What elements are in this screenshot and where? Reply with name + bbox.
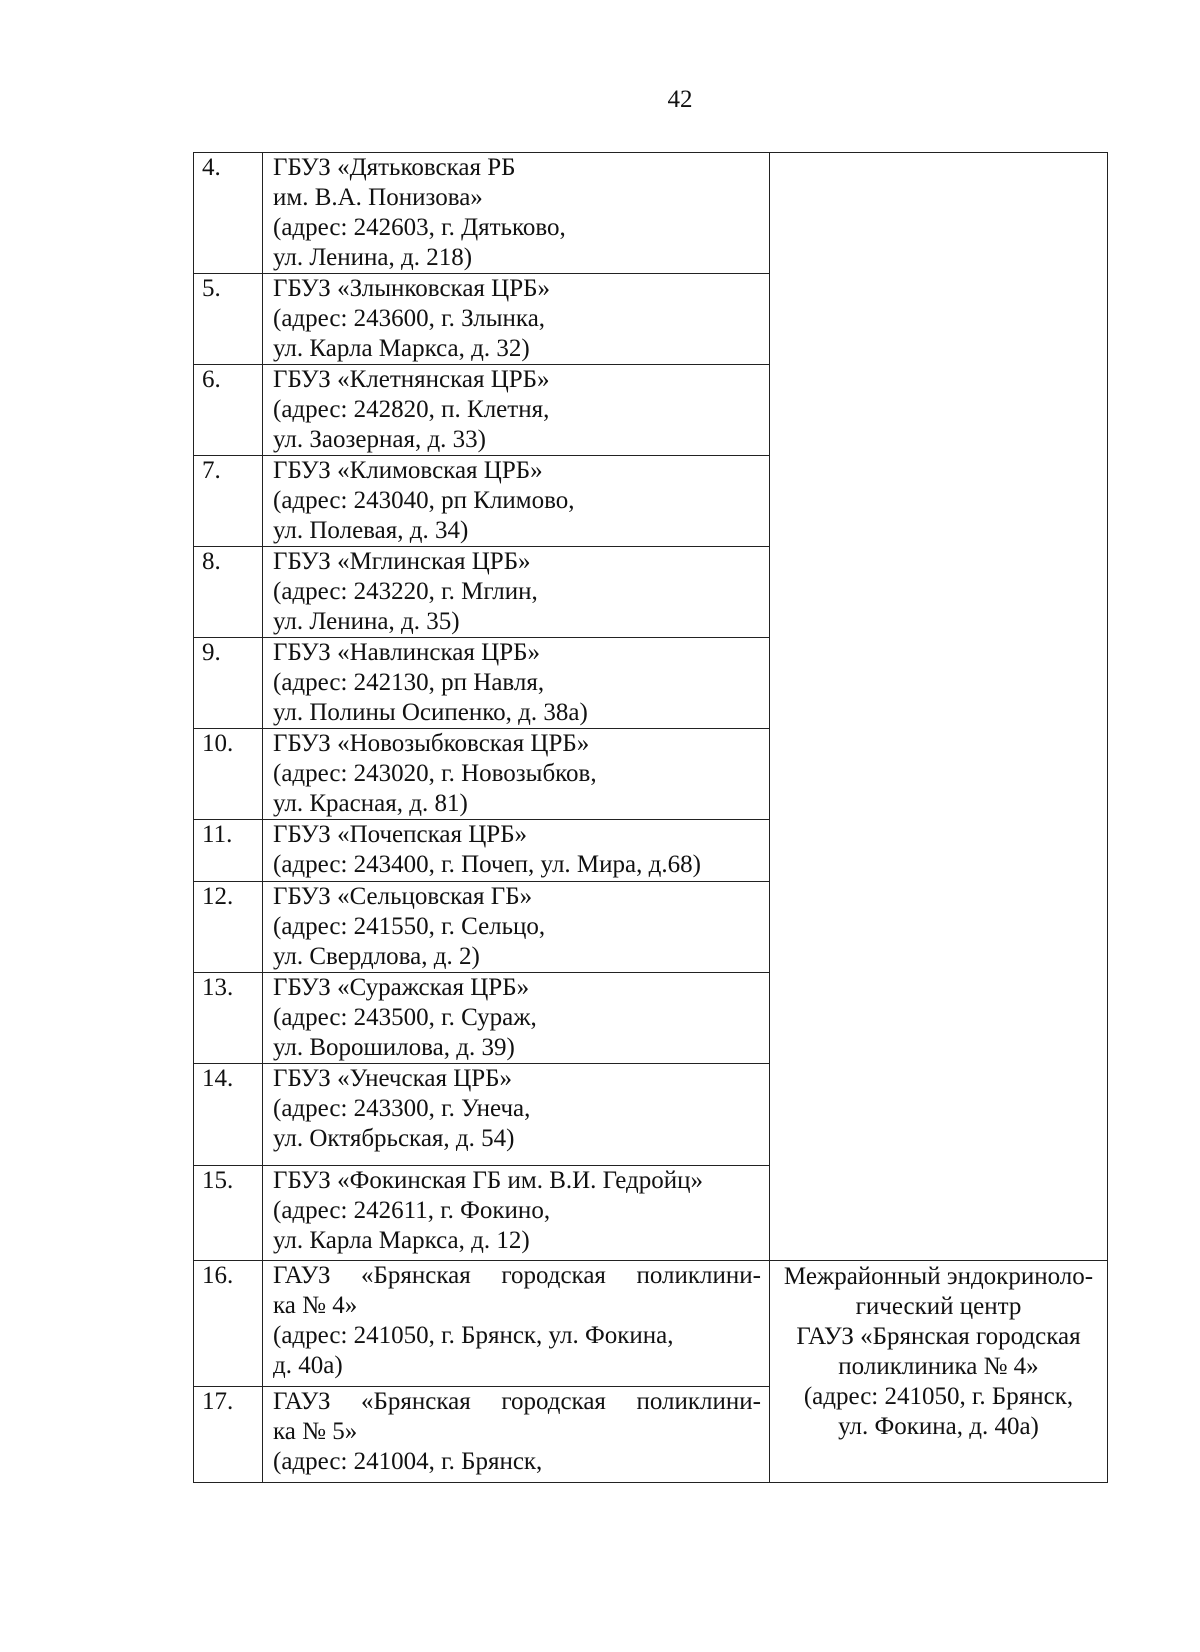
table-row	[194, 153, 1108, 274]
row-number: 13.	[194, 973, 263, 1064]
organization-cell	[263, 820, 770, 882]
organization-line: ка № 4»	[273, 1292, 358, 1319]
organization-line: (адрес: 241004, г. Брянск,	[273, 1448, 543, 1475]
organization-cell	[263, 729, 770, 820]
organization-line: (адрес: 241050, г. Брянск, ул. Фокина,	[273, 1322, 674, 1349]
organization-cell	[263, 1166, 770, 1261]
organization-cell	[263, 547, 770, 638]
center-line: гический центр	[855, 1292, 1022, 1320]
organization-line: ГБУЗ «Унечская ЦРБ»	[273, 1065, 513, 1092]
empty-center-cell	[770, 153, 1108, 1261]
organization-line: ГБУЗ «Мглинская ЦРБ»	[273, 548, 531, 575]
row-number: 7.	[194, 456, 263, 547]
organization-line: ул. Октябрьская, д. 54)	[273, 1125, 515, 1152]
organization-cell	[263, 638, 770, 729]
row-number: 12.	[194, 882, 263, 973]
row-number: 5.	[194, 274, 263, 365]
organization-cell	[263, 882, 770, 973]
organization-line: ГБУЗ «Новозыбковская ЦРБ»	[273, 730, 590, 757]
organization-line: ул. Ворошилова, д. 39)	[273, 1034, 515, 1061]
organizations-table	[193, 152, 1108, 1483]
organization-cell	[263, 1387, 770, 1483]
row-number: 8.	[194, 547, 263, 638]
row-number: 9.	[194, 638, 263, 729]
organization-line: ГБУЗ «Дятьковская РБ	[273, 154, 516, 181]
organization-line: ул. Полевая, д. 34)	[273, 517, 469, 544]
page-number: 42	[667, 86, 693, 113]
organization-line: (адрес: 242603, г. Дятьково,	[273, 214, 566, 241]
organization-line: ул. Заозерная, д. 33)	[273, 426, 486, 453]
row-number: 14.	[194, 1064, 263, 1166]
organization-line: (адрес: 243220, г. Мглин,	[273, 578, 538, 605]
organization-cell	[263, 274, 770, 365]
organization-line: ул. Ленина, д. 35)	[273, 608, 460, 635]
center-line: (адрес: 241050, г. Брянск,	[803, 1382, 1074, 1410]
organization-line: ГБУЗ «Почепская ЦРБ»	[273, 821, 528, 848]
organization-line: (адрес: 243600, г. Злынка,	[273, 305, 546, 332]
center-line: Межрайонный эндокриноло-	[783, 1262, 1094, 1290]
organization-line: ГАУЗ «Брянская городская поликлини-	[273, 1262, 761, 1289]
organization-line: ка № 5»	[273, 1418, 358, 1445]
organization-line: (адрес: 243020, г. Новозыбков,	[273, 760, 597, 787]
organization-line: (адрес: 243040, рп Климово,	[273, 487, 575, 514]
organization-line: ГБУЗ «Клетнянская ЦРБ»	[273, 366, 550, 393]
organization-cell	[263, 153, 770, 274]
organization-line: ул. Полины Осипенко, д. 38а)	[273, 699, 588, 726]
organization-line: ул. Карла Маркса, д. 12)	[273, 1227, 530, 1254]
organization-line: ГБУЗ «Суражская ЦРБ»	[273, 974, 530, 1001]
organization-line: (адрес: 243500, г. Сураж,	[273, 1004, 537, 1031]
row-number: 11.	[194, 820, 263, 882]
organization-line: ул. Красная, д. 81)	[273, 790, 468, 817]
organization-line: (адрес: 242130, рп Навля,	[273, 669, 545, 696]
organization-line: ул. Свердлова, д. 2)	[273, 943, 480, 970]
organization-line: ГБУЗ «Сельцовская ГБ»	[273, 883, 533, 910]
organization-cell	[263, 1261, 770, 1387]
organization-line: ул. Карла Маркса, д. 32)	[273, 335, 530, 362]
row-number: 16.	[194, 1261, 263, 1387]
organization-line: ГБУЗ «Фокинская ГБ им. В.И. Гедройц»	[273, 1167, 703, 1194]
organization-cell	[263, 973, 770, 1064]
organization-line: (адрес: 243300, г. Унеча,	[273, 1095, 531, 1122]
row-number: 17.	[194, 1387, 263, 1483]
row-number: 15.	[194, 1166, 263, 1261]
organization-cell	[263, 365, 770, 456]
organization-line: ГБУЗ «Навлинская ЦРБ»	[273, 639, 540, 666]
organization-line: им. В.А. Понизова»	[273, 184, 483, 211]
organization-cell	[263, 1064, 770, 1166]
center-line: ул. Фокина, д. 40а)	[838, 1412, 1039, 1440]
organization-cell	[263, 456, 770, 547]
organization-line: ул. Ленина, д. 218)	[273, 244, 473, 271]
organization-line: (адрес: 243400, г. Почеп, ул. Мира, д.68)	[273, 851, 701, 878]
row-number: 6.	[194, 365, 263, 456]
center-line: ГАУЗ «Брянская городская	[796, 1322, 1081, 1350]
row-number: 10.	[194, 729, 263, 820]
organization-line: (адрес: 242820, п. Клетня,	[273, 396, 550, 423]
organization-line: ГБУЗ «Злынковская ЦРБ»	[273, 275, 550, 302]
organization-line: ГБУЗ «Климовская ЦРБ»	[273, 457, 543, 484]
organization-line: (адрес: 242611, г. Фокино,	[273, 1197, 551, 1224]
row-number: 4.	[194, 153, 263, 274]
organization-line: ГАУЗ «Брянская городская поликлини-	[273, 1388, 761, 1415]
table-row	[194, 1261, 1108, 1387]
center-line: поликлиника № 4»	[838, 1352, 1039, 1380]
organization-line: (адрес: 241550, г. Сельцо,	[273, 913, 546, 940]
organization-line: д. 40а)	[273, 1352, 343, 1379]
endocrinology-center-cell	[770, 1261, 1108, 1483]
